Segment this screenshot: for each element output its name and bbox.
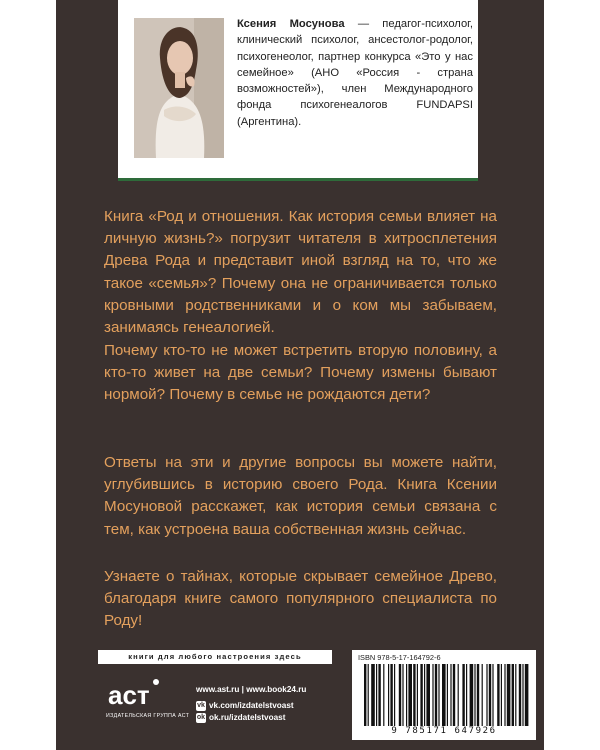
barcode-bar [438, 664, 439, 726]
barcode-bar [435, 664, 437, 726]
blurb-paragraph-2: Почему кто-то не может встретить вторую половину, а кто-то живет на две семьи? Почему измены бывают нормой? Почему в семье не рождаются дети? [104, 342, 497, 404]
barcode-bar [497, 664, 499, 726]
blurb-paragraph-4: Узнаете о тайнах, которые скрывает семейное Древо, благодаря книге самого популярного специалиста по Роду! [104, 568, 497, 630]
barcode-bar [486, 664, 487, 726]
ok-link[interactable] [196, 712, 306, 724]
barcode-bar [402, 664, 403, 726]
blurb-paragraph-3: Ответы на эти и другие вопросы вы можете найти, углубившись в историю своего Рода. Книга Ксении Мосуновой расскажет, как история семьи связана с тем, как устроена ваша собственная жизнь сейчас. [104, 454, 497, 538]
barcode-bar [442, 664, 446, 726]
publisher-tagline: книги для любого настроения здесь [98, 650, 332, 664]
barcode-bar [507, 664, 511, 726]
barcode-bar [470, 664, 474, 726]
isbn-label: ISBN 978-5-17-164792-6 [358, 653, 441, 662]
barcode-bar [376, 664, 377, 726]
barcode-bar [394, 664, 395, 726]
barcode-bar [426, 664, 430, 726]
publisher-contacts [196, 684, 306, 724]
barcode-bar [390, 664, 392, 726]
back-cover [56, 0, 544, 750]
barcode-bar [364, 664, 366, 726]
barcode-bar [501, 664, 502, 726]
barcode-bar [525, 664, 529, 726]
barcode [362, 664, 530, 726]
publisher-imprint: ИЗДАТЕЛЬСКАЯ ГРУППА АСТ [106, 713, 190, 719]
barcode-digits: 9 785171 647926 [391, 726, 497, 736]
barcode-bar [466, 664, 467, 726]
barcode-bar [413, 664, 415, 726]
ok-link-text: ok.ru/izdatelstvoast [209, 713, 286, 722]
vk-link[interactable] [196, 700, 306, 712]
barcode-bar [420, 664, 422, 726]
websites-link[interactable]: www.ast.ru | www.book24.ru [196, 685, 307, 694]
barcode-bar [477, 664, 479, 726]
barcode-bar [458, 664, 459, 726]
barcode-bar [417, 664, 418, 726]
barcode-bar [424, 664, 425, 726]
barcode-bar [383, 664, 384, 726]
barcode-bar [371, 664, 375, 726]
vk-link-text: vk.com/izdatelstvoast [209, 701, 294, 710]
barcode-bar [482, 664, 483, 726]
barcode-bar [388, 664, 389, 726]
barcode-bar [453, 664, 455, 726]
barcode-bar [474, 664, 475, 726]
isbn-block [352, 650, 536, 740]
barcode-bar [447, 664, 448, 726]
author-bio [237, 16, 473, 130]
barcode-bar [408, 664, 412, 726]
ast-logo-icon [106, 676, 166, 710]
barcode-bar [462, 664, 464, 726]
barcode-bar [368, 664, 369, 726]
vk-icon: vk [197, 702, 205, 709]
barcode-bar [519, 664, 521, 726]
author-name: Ксения Мосунова [237, 18, 345, 30]
barcode-bar [489, 664, 491, 726]
ok-icon: ok [196, 714, 206, 721]
barcode-bar [378, 664, 380, 726]
logo-text: аст [108, 680, 150, 710]
barcode-bar [406, 664, 407, 726]
author-card [118, 0, 478, 181]
barcode-bar [492, 664, 493, 726]
barcode-bar [399, 664, 401, 726]
author-description: — педагог-психолог, клинический психолог, ансестолог-родолог, психогенеолог, партнер конкурса «Это у нас семейное» (АНО «Россия - страна возможностей»), член Международного фонда психогенеалогов FUNDAPSI (Аргентина). [237, 18, 473, 128]
barcode-bar [515, 664, 516, 726]
publisher-logo [106, 676, 190, 719]
barcode-bar [432, 664, 433, 726]
blurb-paragraph-1: Книга «Род и отношения. Как история семьи влияет на личную жизнь?» погрузит читателя в хитросплетения Древа Рода и представит иной взгляд на то, что же такое «семья»? Почему она не ограничивается только кровными родственниками и о ком мы забываем, занимаясь генеалогией. [104, 208, 497, 337]
author-photo [134, 18, 224, 158]
barcode-bar [450, 664, 451, 726]
barcode-bar [512, 664, 514, 726]
barcode-bar [522, 664, 523, 726]
barcode-bar [504, 664, 505, 726]
